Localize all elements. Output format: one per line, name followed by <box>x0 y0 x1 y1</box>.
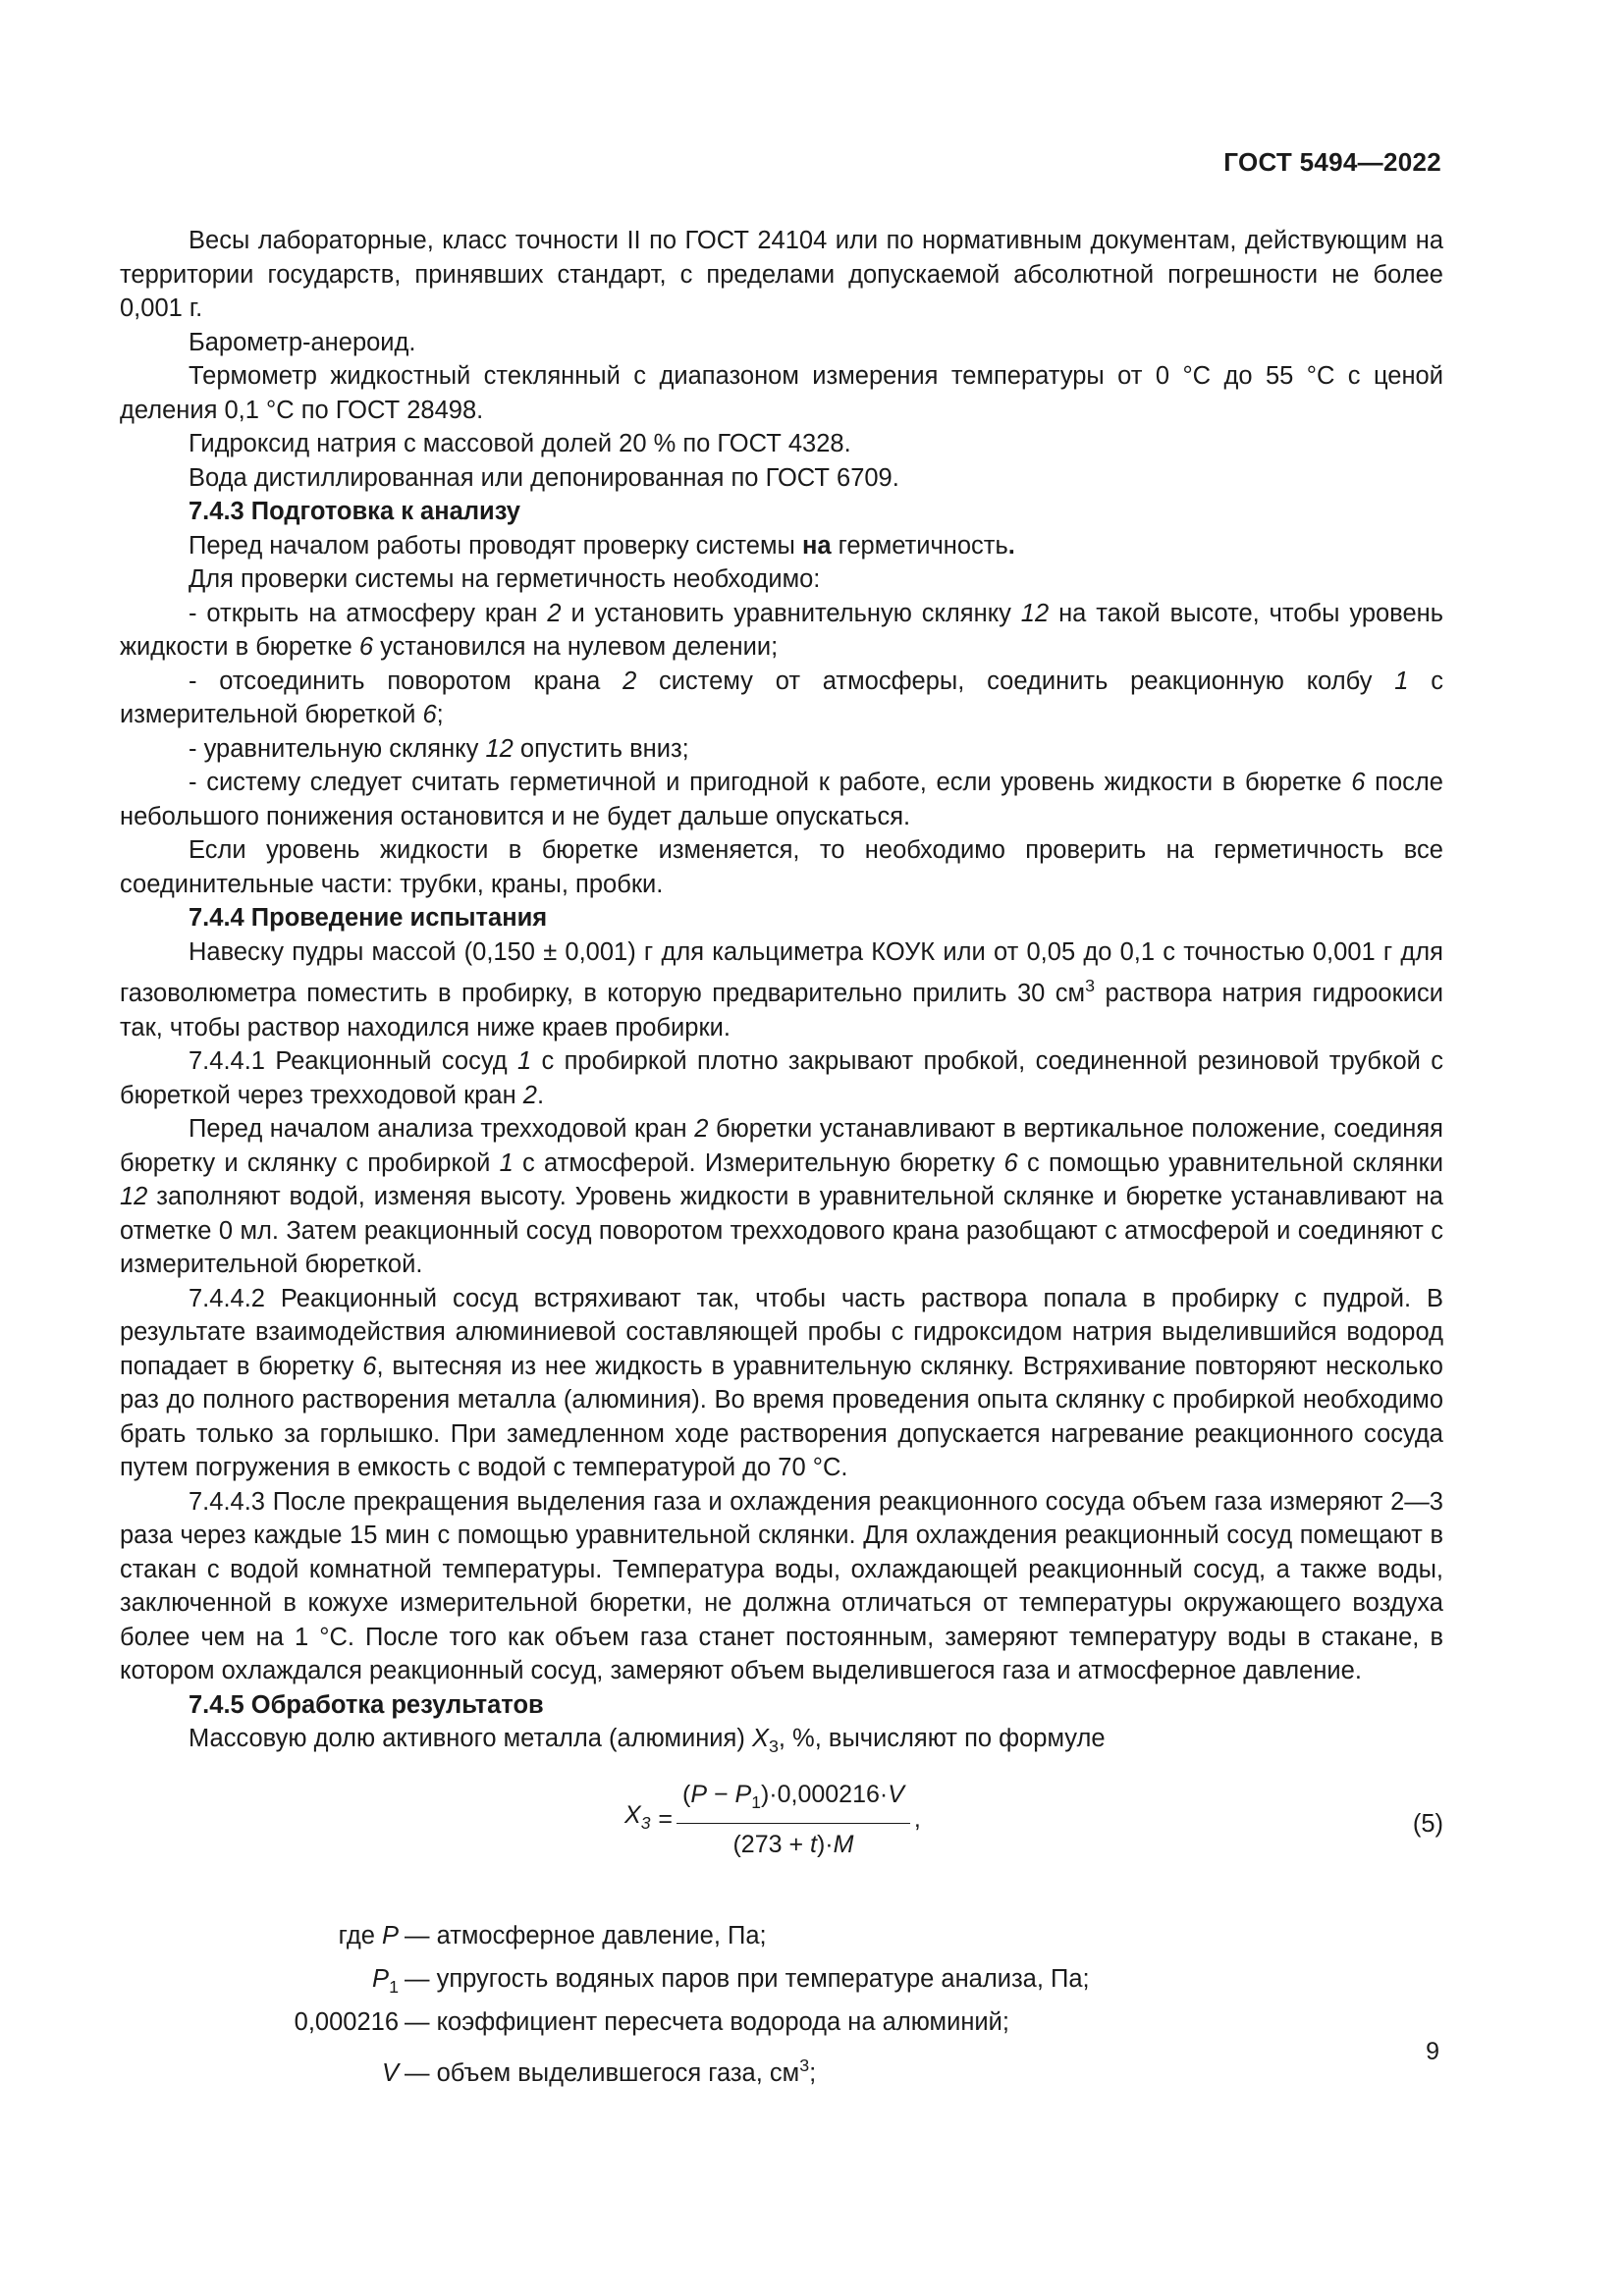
ref-number: 2 <box>623 667 637 695</box>
math-var: X <box>624 1801 641 1830</box>
text-run: , вытесняя из нее жидкость в уравнительную склянку. Встряхивание повторяют несколько раз до полного растворения металла (алюминия). Во время проведения опыта склянку с пробиркой необходимо брать только за горлышко. При замедленном ходе растворения допускается нагревание реакционного сосуда путем погружения в емкость с водой с температурой до 70 °С. <box>120 1352 1443 1481</box>
paragraph-sample <box>120 935 1443 1045</box>
legend-symbol <box>120 1962 405 2004</box>
ref-number: 2 <box>547 599 562 627</box>
text-run: ; <box>809 2058 817 2087</box>
ref-number: 1 <box>1394 667 1409 695</box>
paragraph-7-4-4-1 <box>120 1044 1443 1112</box>
ref-number: 1 <box>499 1148 514 1177</box>
text-run: 7.4.4.1 Реакционный сосуд <box>189 1047 517 1075</box>
math-var: M <box>833 1831 854 1858</box>
document-header: ГОСТ 5494—2022 <box>1223 147 1441 177</box>
text-run: - систему следует считать герметичной и пригодной к работе, если уровень жидкости в бюретке <box>189 769 1352 796</box>
paragraph-before-analysis <box>120 1112 1443 1282</box>
text-run: Перед началом анализа трехходовой кран <box>189 1115 695 1143</box>
list-item-4 <box>120 766 1443 833</box>
fraction-denominator <box>727 1824 859 1862</box>
math-token: )· <box>816 1831 834 1858</box>
document-body <box>120 224 1443 2092</box>
math-token: (273 + <box>732 1831 811 1858</box>
math-var: V <box>381 2058 399 2087</box>
heading-7-4-3: 7.4.3 Подготовка к анализу <box>189 498 520 525</box>
text-run: Перед началом работы проводят проверку системы <box>189 531 802 560</box>
math-token: ·0,000216· <box>769 1780 889 1808</box>
heading-7-4-4: 7.4.4 Проведение испытания <box>189 904 548 932</box>
text-run: с помощью уравнительной склянки <box>1017 1148 1444 1177</box>
paragraph-water: Вода дистиллированная или депонированная по ГОСТ 6709. <box>189 463 899 492</box>
variable-legend <box>120 1919 1443 2092</box>
math-var: P <box>381 1921 399 1949</box>
ref-number: 12 <box>1020 599 1050 627</box>
heading-7-4-5: 7.4.5 Обработка результатов <box>189 1690 544 1719</box>
page-number: 9 <box>1426 2038 1439 2065</box>
ref-number: 6 <box>1351 769 1366 796</box>
ref-number: 2 <box>694 1115 709 1143</box>
paragraph-mass-fraction <box>120 1722 1443 1764</box>
text-run: - уравнительную склянку <box>189 734 486 763</box>
text-run: установился на нулевом делении; <box>373 633 779 661</box>
legend-description: — атмосферное давление, Па; <box>405 1921 767 1949</box>
legend-description: — упругость водяных паров при температуре анализа, Па; <box>405 1964 1090 1993</box>
paragraph-check-needed: Для проверки системы на герметичность необходимо: <box>189 565 821 593</box>
text-run: герметичность <box>831 531 1008 560</box>
paragraph-7-4-4-3: 7.4.4.3 После прекращения выделения газа и охлаждения реакционного сосуда объем газа измеряют 2—3 раза через каждые 15 мин с помощью уравнительной склянки. Для охлаждения реакционный сосуд помещают в стакан с водой комнатной температуры. Температура воды, охлаждающей реакционный сосуд, а также воды, заключенной в кожухе измерительной бюретки, не должна отличаться от температуры окружающего воздуха более чем на 1 °С. После того как объем газа станет постоянным, замеряют температуру воды в стакане, в котором охлаждался реакционный сосуд, замеряют объем выделившегося газа и атмосферное давление. <box>120 1487 1443 1684</box>
paragraph-7-4-4-2 <box>120 1282 1443 1485</box>
formula-row <box>120 1778 1443 1880</box>
ref-number: 6 <box>1003 1148 1018 1177</box>
subscript: 1 <box>389 1976 399 1997</box>
math-var: X <box>751 1725 769 1752</box>
text-run: - открыть на атмосферу кран <box>189 599 548 627</box>
paragraph-thermometer: Термометр жидкостный стеклянный с диапазоном измерения температуры от 0 °С до 55 °С с ценой деления 0,1 °С по ГОСТ 28498. <box>120 362 1443 424</box>
text-run-bold: . <box>1007 531 1015 560</box>
ref-number: 12 <box>485 734 514 763</box>
paragraph-naoh: Гидроксид натрия с массовой долей 20 % по ГОСТ 4328. <box>189 430 851 457</box>
math-token: − <box>707 1780 735 1808</box>
math-var: V <box>888 1780 904 1808</box>
math-var: P <box>372 1964 390 1993</box>
text-run: Массовую долю активного металла (алюминия) <box>189 1725 752 1752</box>
formula-number: (5) <box>1412 1809 1443 1838</box>
text-run: с атмосферой. Измерительную бюретку <box>513 1148 1004 1177</box>
list-item-3 <box>120 732 1443 767</box>
text-run: - отсоединить поворотом крана <box>189 667 623 695</box>
superscript: 3 <box>1085 976 1096 995</box>
superscript: 3 <box>799 2055 810 2075</box>
paragraph-check-intro <box>120 529 1443 563</box>
fraction-numerator <box>677 1778 910 1825</box>
ref-number: 2 <box>522 1081 537 1109</box>
legend-description <box>405 2049 1443 2091</box>
paragraph-barometer: Барометр-анероид. <box>189 328 416 356</box>
equals-sign: = <box>658 1805 674 1834</box>
text-run: после небольшого понижения остановится и не будет дальше опускаться. <box>120 769 1443 830</box>
math-token: ) <box>760 1780 770 1808</box>
paragraph-check-joints: Если уровень жидкости в бюретке изменяется, то необходимо проверить на герметичность все соединительные части: трубки, краны, пробки. <box>120 836 1443 898</box>
text-run: Навеску пудры массой (0,150 ± 0,001) г для кальциметра КОУК или от 0,05 до 0,1 с точностью 0,001 г для газоволюметра поместить в пробирку, в которую предварительно прилить 30 см <box>120 937 1443 1007</box>
text-run: где <box>338 1921 382 1949</box>
legend-row <box>120 2005 1443 2049</box>
text-run: — объем выделившегося газа, см <box>405 2058 800 2087</box>
list-item-1 <box>120 597 1443 665</box>
subscript: 3 <box>768 1736 779 1756</box>
formula-lhs <box>624 1798 650 1841</box>
text-run: 7.4.4.2 Реакционный сосуд встряхивают так, чтобы часть раствора попала в пробирку с пудрой. В результате взаимодействия алюминиевой составляющей пробы с гидроксидом натрия выделившийся водород попадает в бюретку <box>120 1284 1443 1380</box>
text-run: систему от атмосферы, соединить реакционную колбу <box>636 667 1395 695</box>
legend-row <box>120 1962 1443 2005</box>
text-run: бюретки устанавливают в вертикальное положение, соединяя бюретку и склянку с пробиркой <box>120 1115 1443 1177</box>
text-run: на такой высоте, чтобы уровень жидкости в бюретке <box>120 599 1443 661</box>
formula-5 <box>624 1778 921 1862</box>
text-run: и установить уравнительную склянку <box>561 599 1021 627</box>
legend-symbol: 0,000216 <box>294 2007 399 2036</box>
subscript: 1 <box>751 1791 761 1812</box>
ref-number: 6 <box>362 1352 377 1380</box>
legend-symbol <box>120 2056 405 2091</box>
text-run-bold: на <box>801 531 832 560</box>
legend-symbol <box>120 1919 405 1953</box>
list-item-2 <box>120 665 1443 732</box>
ref-number: 6 <box>358 633 374 661</box>
math-token: , <box>913 1805 921 1834</box>
ref-number: 6 <box>422 701 437 728</box>
subscript: 3 <box>640 1813 651 1834</box>
text-run: . <box>536 1081 545 1109</box>
math-var: P <box>690 1780 708 1808</box>
fraction <box>677 1778 910 1862</box>
math-var: P <box>734 1780 752 1808</box>
text-run: опустить вниз; <box>513 734 689 763</box>
text-run: заполняют водой, изменяя высоту. Уровень жидкости в уравнительной склянке и бюретке устанавливают на отметке 0 мл. Затем реакционный сосуд поворотом трехходового крана разобщают с атмосферой и соединяют с измерительной бюреткой. <box>120 1183 1443 1278</box>
text-run: , %, вычисляют по формуле <box>778 1725 1106 1752</box>
ref-number: 12 <box>120 1183 148 1210</box>
paragraph-scales: Весы лабораторные, класс точности II по ГОСТ 24104 или по нормативным документам, действующим на территории государств, принявших стандарт, с пределами допускаемой абсолютной погрешности не более 0,001 г. <box>120 227 1443 322</box>
legend-row <box>120 1919 1443 1962</box>
math-var: t <box>810 1831 817 1858</box>
math-token: ( <box>682 1780 691 1808</box>
text-run: ; <box>436 701 444 728</box>
text-run: раствора натрия гидроокиси так, чтобы раствор находился ниже краев пробирки. <box>120 980 1443 1041</box>
ref-number: 1 <box>516 1047 532 1075</box>
legend-row <box>120 2049 1443 2092</box>
text-run: с измерительной бюреткой <box>120 667 1443 728</box>
legend-description: — коэффициент пересчета водорода на алюминий; <box>405 2007 1009 2036</box>
text-run: с пробиркой плотно закрывают пробкой, соединенной резиновой трубкой с бюреткой через трехходовой кран <box>120 1047 1443 1109</box>
